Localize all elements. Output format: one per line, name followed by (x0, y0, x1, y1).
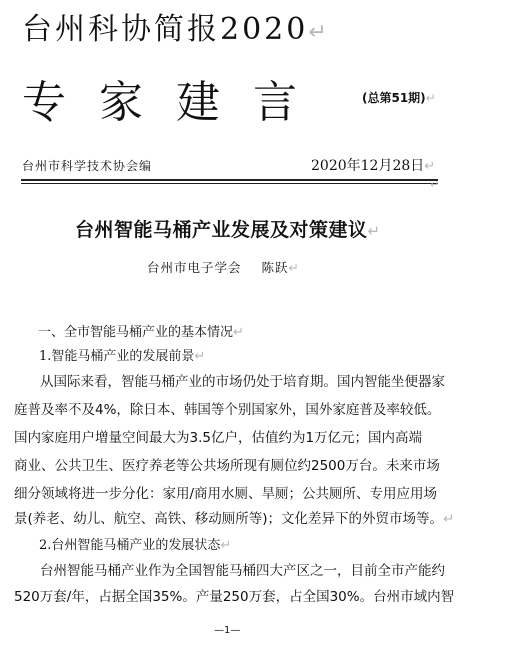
document-title-text: 台州智能马桶产业发展及对策建议 (75, 219, 368, 241)
paragraph-mark-icon: ↵ (430, 178, 440, 191)
paragraph-mark-icon: ↵ (220, 538, 232, 553)
paragraph-line: 从国际来看，智能马桶产业的市场仍处于培育期。国内智能坐便器家 (40, 374, 445, 390)
subsection-heading (39, 345, 205, 364)
paragraph-line: 庭普及率不及4%，除日本、韩国等个别国家外，国外家庭普及率较低。 (14, 402, 441, 418)
paragraph-mark-icon: ↵ (288, 260, 301, 275)
publish-date-text: 2020年12月28日 (311, 158, 425, 174)
subsection-heading-text: 2.台州智能马桶产业的发展状态 (39, 538, 221, 553)
issue-number-text: (总第51期) (362, 91, 426, 105)
paragraph-mark-icon: ↵ (425, 91, 436, 105)
paragraph-mark-icon: ↵ (367, 222, 381, 240)
issue-number (362, 89, 436, 106)
paragraph-mark-icon: ↵ (194, 349, 206, 364)
paragraph-line: 国内家庭用户增量空间最大为3.5亿户，估值约为1万亿元；国内高端 (14, 430, 423, 446)
paragraph-line-text: 景(养老、幼儿、航空、高铁、移动厕所等)；文化差异下的外贸市场等。 (14, 511, 444, 527)
paragraph-line: 520万套/年，占据全国35%。产量250万套，占全国30%。台州市域内智 (14, 589, 455, 605)
header-rule-thin (21, 183, 438, 184)
paragraph-line: 商业、公共卫生、医疗养老等公共场所现有厕位约2500万台。未来市场 (14, 458, 440, 474)
publisher-org: 台州市科学技术协会编 (22, 159, 153, 173)
section-heading (38, 321, 244, 340)
experts-heading: 专家建言 (22, 77, 330, 128)
paragraph-line (14, 507, 454, 527)
author-org: 台州市电子学会 (147, 260, 242, 275)
page-number: —1— (214, 625, 241, 636)
author-line (147, 258, 300, 276)
paragraph-mark-icon: ↵ (443, 511, 455, 527)
bulletin-title (22, 4, 327, 48)
paragraph-line: 细分领域将进一步分化：家用/商用水厕、旱厕；公共厕所、专用应用场 (14, 486, 438, 502)
header-rule-thick (21, 179, 438, 181)
publish-date (311, 155, 435, 175)
paragraph-mark-icon: ↵ (424, 159, 436, 174)
paragraph-mark-icon: ↵ (308, 20, 327, 45)
subsection-heading (39, 534, 231, 553)
bulletin-title-text: 台州科协简报2020 (22, 12, 309, 47)
section-heading-text: 一、全市智能马桶产业的基本情况 (38, 325, 234, 340)
document-title (75, 215, 381, 242)
paragraph-line: 台州智能马桶产业作为全国智能马桶四大产区之一，目前全市产能约 (40, 563, 445, 579)
author-name: 陈跃 (261, 260, 289, 275)
paragraph-mark-icon: ↵ (233, 325, 244, 340)
subsection-heading-text: 1.智能马桶产业的发展前景 (39, 349, 195, 364)
